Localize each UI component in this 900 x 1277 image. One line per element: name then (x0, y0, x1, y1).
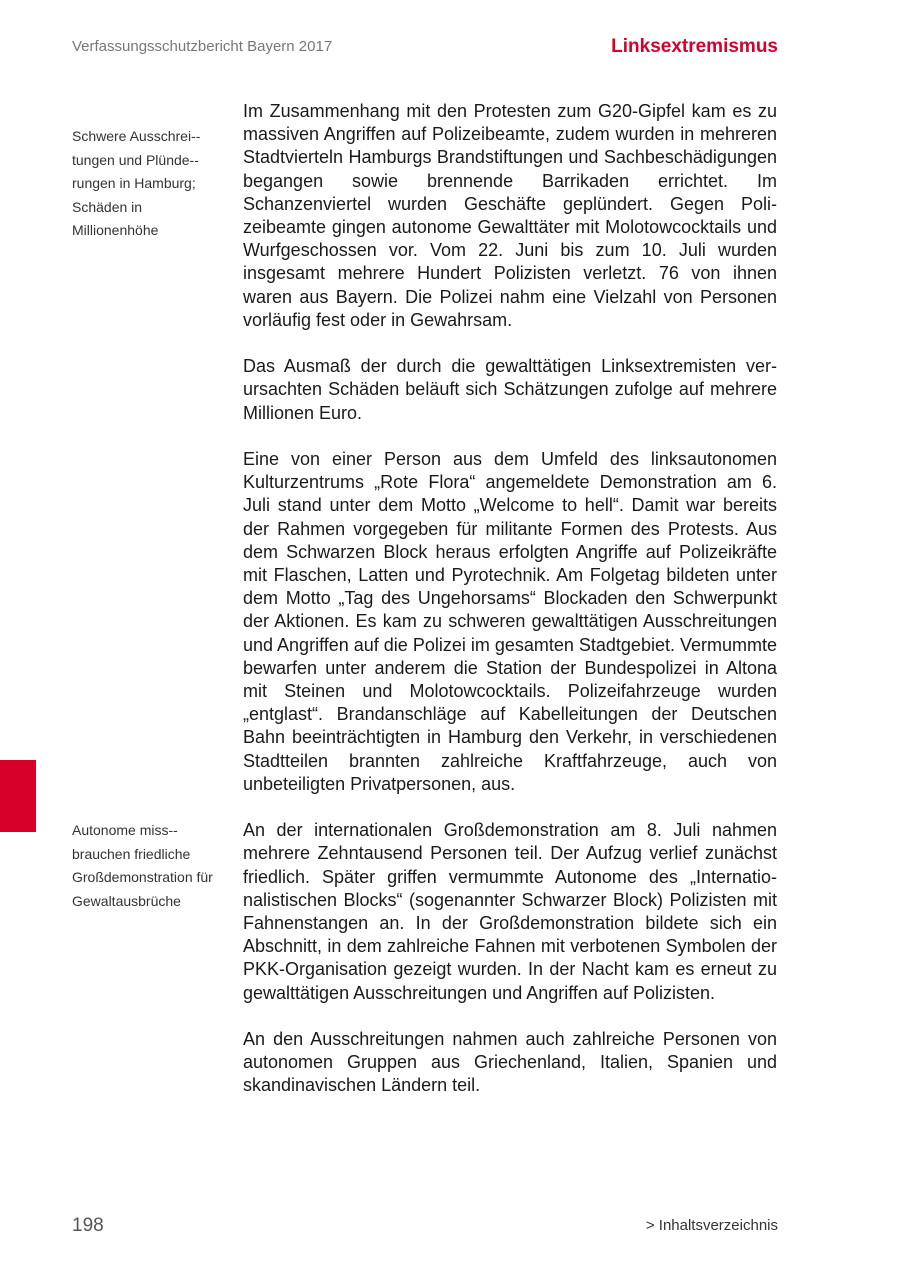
running-header-title: Verfassungsschutzbericht Bayern 2017 (72, 38, 333, 55)
margin-note-demonstration: Autonome miss-brauchen friedliche Großdemonstration für Gewaltausbrüche (72, 822, 213, 909)
paragraph-damages: Das Ausmaß der durch die gewalttätigen Linksextremisten verursachten Schäden beläuft sich Schätzungen zufolge auf mehrere Millionen Euro. (243, 356, 777, 423)
page-number: 198 (72, 1215, 104, 1236)
paragraph-large-demonstration: An der internationalen Großdemonstration am 8. Juli nahmen mehrere Zehntausend Personen teil. Der Aufzug verlief zunächst friedlich. Später griffen vermummte Autonome des „Internationalistischen Blocks“ (sogenannter Schwarzer Block) Polizisten mit Fahnenstangen an. In der Großdemonstration bildete sich ein Abschnitt, in dem zahlreiche Fahnen mit verbotenen Symbolen der PKK-Organisation gezeigt wurden. In der Nacht kam es erneut zu gewalttätigen Ausschreitungen und Angriffen auf Polizisten. (243, 820, 777, 1003)
running-header-section: Linksextremismus (611, 36, 778, 57)
table-of-contents-link[interactable]: > Inhaltsverzeichnis (645, 1217, 778, 1234)
chapter-marker-tab (0, 760, 36, 832)
paragraph-foreign-participants: An den Ausschreitungen nahmen auch zahlreiche Personen von autonomen Gruppen aus Griechenland, Italien, Spanien und skandinavischen Ländern teil. (243, 1029, 777, 1096)
body-text (243, 100, 777, 1121)
margin-note-damages: Schwere Ausschrei-tungen und Plünde-rungen in Hamburg; Schäden in Millionenhöhe (72, 128, 201, 238)
paragraph-welcome-to-hell: Eine von einer Person aus dem Umfeld des linksautonomen Kulturzentrums „Rote Flora“ angemeldete Demonstration am 6. Juli stand unter dem Motto „Welcome to hell“. Damit war bereits der Rahmen vorgegeben für militante Formen des Protests. Aus dem Schwarzen Block heraus erfolgten Angriffe auf Polizeikräfte mit Flaschen, Latten und Pyrotechnik. Am Folgetag bildeten unter dem Motto „Tag des Ungehorsams“ Blockaden den Schwerpunkt der Aktionen. Es kam zu schweren gewalttätigen Ausschreitungen und Angriffen auf die Polizei im gesamten Stadtgebiet. Vermummte bewarfen unter anderem die Station der Bundespolizei in Altona mit Steinen und Molotowcocktails. Polizeifahrzeuge wurden „entglast“. Brandanschläge auf Kabelleitungen der Deutschen Bahn beeinträchtigten in Hamburg den Verkehr, in verschiedenen Stadtteilen brannten zahlreiche Kraftfahrzeuge, auch von unbeteiligten Privatpersonen, aus. (243, 449, 777, 794)
paragraph-g20-attacks: Im Zusammenhang mit den Protesten zum G20-Gipfel kam es zu massiven Angriffen auf Polizeibeamte, zudem wurden in mehreren Stadtvierteln Hamburgs Brandstiftungen und Sachbeschädigungen begangen sowie brennende Barrikaden errichtet. Im Schanzenviertel wurden Geschäfte geplündert. Gegen Polizeibeamte gingen autonome Gewalttäter mit Molotowcocktails und Wurfgeschossen vor. Vom 22. Juni bis zum 10. Juli wurden insgesamt mehrere Hundert Polizisten verletzt. 76 von ihnen waren aus Bayern. Die Polizei nahm eine Vielzahl von Personen vorläufig fest oder in Gewahrsam. (243, 101, 777, 330)
